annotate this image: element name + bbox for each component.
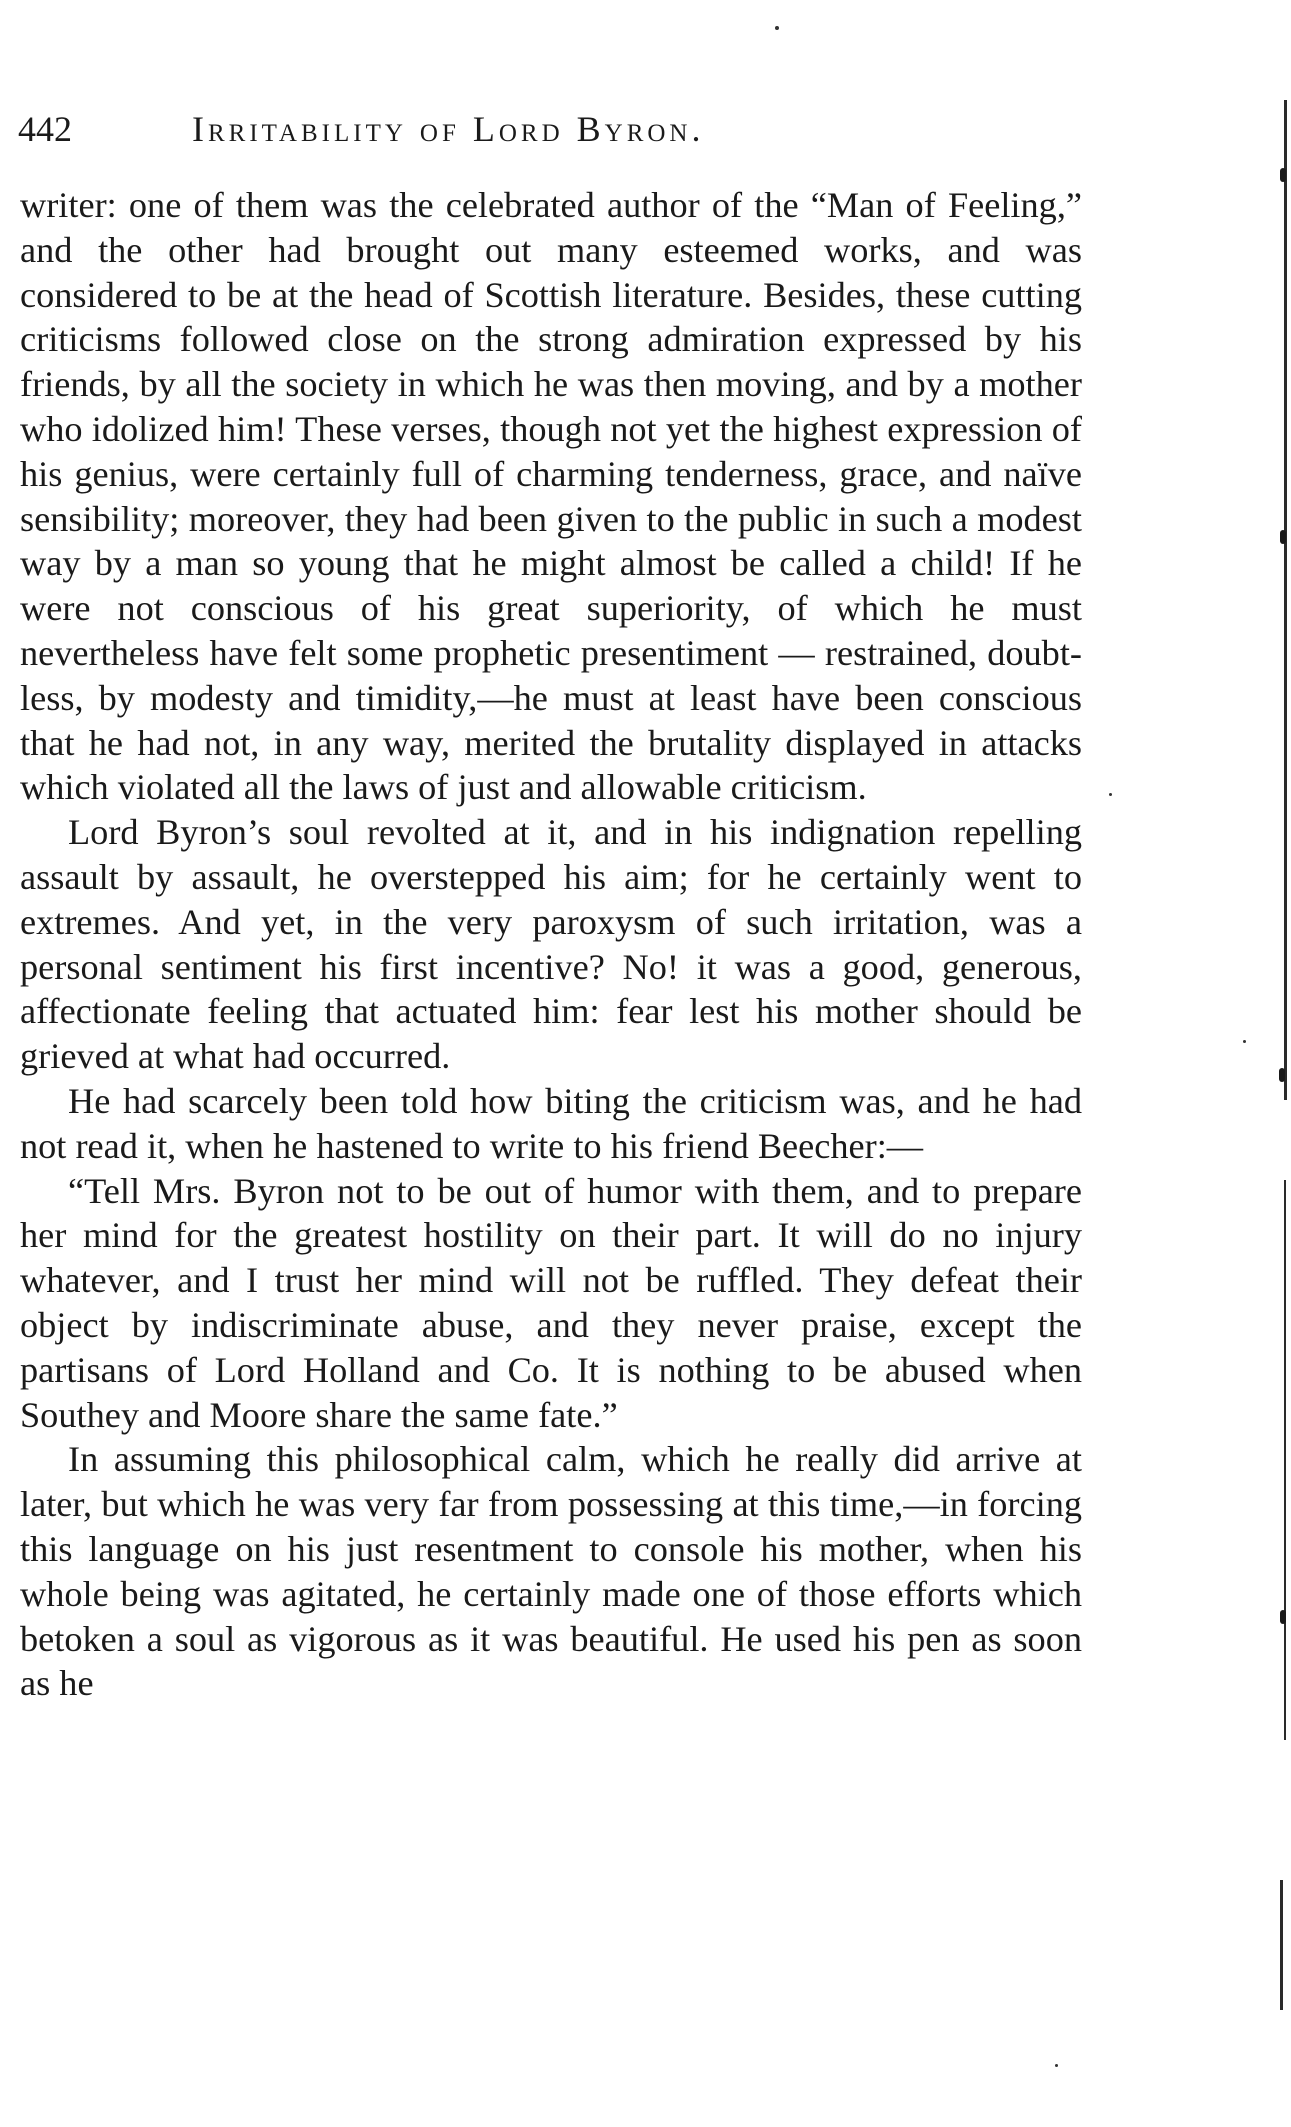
running-head [18, 104, 1088, 154]
scan-speck [1109, 793, 1112, 796]
paragraph: He had scarcely been told how biting the criticism was, and he had not read it, when he hastened to write to his friend Beecher:— [20, 1080, 1082, 1166]
binding-edge-mark [1279, 1068, 1285, 1082]
binding-edge-mark [1280, 1610, 1286, 1624]
binding-edge-mark [1280, 530, 1286, 544]
scan-speck [1055, 2064, 1058, 2067]
binding-edge-line [1284, 1180, 1286, 1740]
paragraph: Lord Byron’s soul revolted at it, and in his indignation repelling assault by assault, he overstepped his aim; for he certainly went to extremes. And yet, in the very paroxysm of such irritation, was a personal sentiment his first incentive? No! it was a good, generous, affectionate feeling that actuated him: fear lest his mother should be grieved at what had occurred. [20, 812, 1082, 1077]
paragraph: “Tell Mrs. Byron not to be out of humor with them, and to prepare her mind for the greatest hostility on their part. It will do no injury whatever, and I trust her mind will not be ruffled. They defeat their object by indiscriminate abuse, and they never praise, except the partisans of Lord Holland and Co. It is nothing to be abused when Southey and Moore share the same fate.” [20, 1170, 1082, 1435]
binding-edge-mark [1280, 168, 1286, 182]
scan-speck [775, 26, 779, 30]
scan-speck [1243, 1040, 1246, 1043]
page-number: 442 [18, 109, 72, 149]
binding-edge-line [1280, 1880, 1283, 2010]
paragraph: In assuming this philosophical calm, which he really did arrive at later, but which he was very far from possessing at this time,—in forcing this language on his just resentment to console his mother, when his whole being was agitated, he certainly made one of those efforts which betoken a soul as vigorous as it was beautiful. He used his pen as soon as he [20, 1439, 1082, 1704]
running-title: Irritability of Lord Byron. [192, 109, 705, 149]
binding-edge-line [1284, 100, 1287, 1100]
body-text [20, 183, 1082, 1706]
paragraph: writer: one of them was the celebrated author of the “Man of Feeling,” and the other had brought out many esteemed works, and was considered to be at the head of Scottish literature. Besides, these cutting criticisms followed close on the strong admiration expressed by his friends, by all the society in which he was then moving, and by a mother who idolized him! These verses, though not yet the highest expression of his genius, were certainly full of charming tenderness, grace, and naïve sensibility; moreover, they had been given to the public in such a modest way by a man so young that he might almost be called a child! If he were not conscious of his great superiority, of which he must nevertheless have felt some prophetic presentiment — restrained, doubtless, by modesty and timidity,—he must at least have been conscious that he had not, in any way, merited the brutality displayed in attacks which violated all the laws of just and allowable criticism. [20, 185, 1082, 808]
